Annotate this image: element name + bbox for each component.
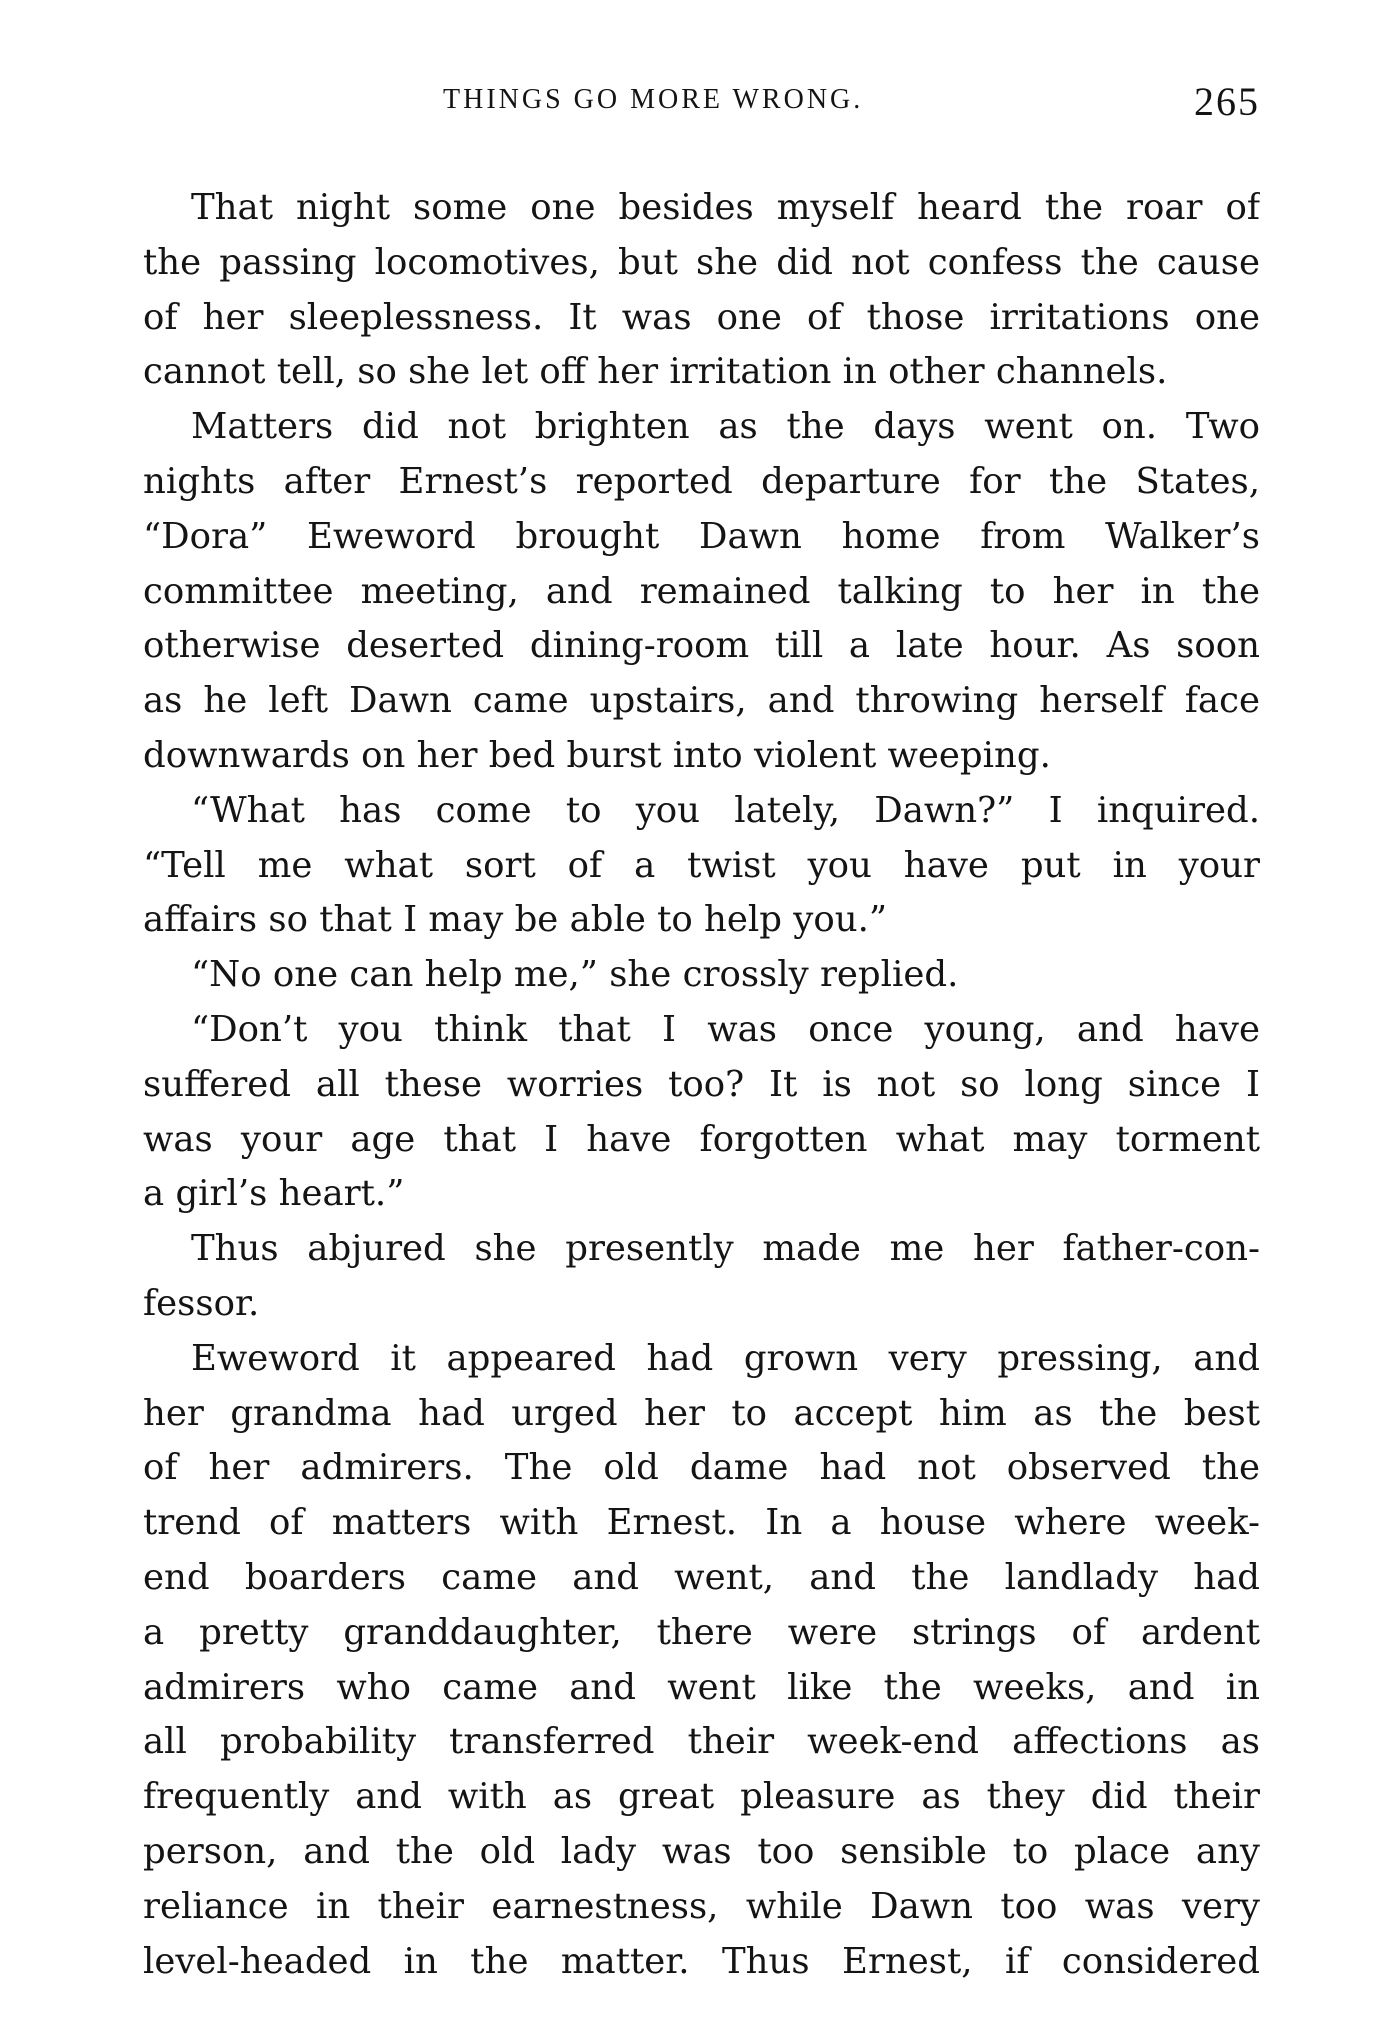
text-line: admirers who came and went like the weeks, and in bbox=[143, 1666, 1260, 1708]
text-line: “Don’t you think that I was once young, and have bbox=[191, 1008, 1260, 1050]
text-line: the passing locomotives, but she did not confess the cause bbox=[143, 241, 1260, 283]
text-line: of her sleeplessness. It was one of those irritations one bbox=[143, 296, 1260, 338]
body-text bbox=[143, 181, 1260, 1989]
text-line: level-headed in the matter. Thus Ernest, if considered bbox=[143, 1940, 1260, 1982]
text-line: affairs so that I may be able to help you.” bbox=[143, 899, 888, 941]
text-line: cannot tell, so she let off her irritation in other channels. bbox=[143, 351, 1168, 393]
text-line: end boarders came and went, and the landlady had bbox=[143, 1556, 1260, 1598]
text-line: That night some one besides myself heard the roar of bbox=[191, 187, 1260, 228]
text-line: frequently and with as great pleasure as they did their bbox=[143, 1776, 1260, 1818]
text-line: suffered all these worries too? It is not so long since I bbox=[143, 1063, 1260, 1105]
page-number: 265 bbox=[1194, 79, 1260, 124]
text-line: her grandma had urged her to accept him as the best bbox=[143, 1392, 1260, 1434]
text-line: “Tell me what sort of a twist you have put in your bbox=[143, 844, 1260, 886]
text-line: Eweword it appeared had grown very pressing, and bbox=[191, 1337, 1260, 1379]
text-line: was your age that I have forgotten what may torment bbox=[143, 1118, 1260, 1160]
text-line: “Dora” Eweword brought Dawn home from Walker’s bbox=[143, 515, 1260, 557]
text-line: as he left Dawn came upstairs, and throwing herself face bbox=[143, 680, 1260, 722]
text-line: a girl’s heart.” bbox=[143, 1173, 405, 1215]
text-line: Matters did not brighten as the days went on. Two bbox=[191, 406, 1260, 448]
text-line: trend of matters with Ernest. In a house where week- bbox=[143, 1502, 1260, 1544]
text-line: reliance in their earnestness, while Dawn too was very bbox=[143, 1885, 1260, 1927]
text-line: nights after Ernest’s reported departure for the States, bbox=[143, 460, 1260, 502]
text-line: all probability transferred their week-end affections as bbox=[143, 1721, 1260, 1763]
text-line: fessor. bbox=[143, 1282, 260, 1324]
text-line: “What has come to you lately, Dawn?” I inquired. bbox=[191, 789, 1260, 831]
text-line: of her admirers. The old dame had not observed the bbox=[143, 1447, 1260, 1489]
running-header bbox=[143, 78, 1260, 128]
text-line: otherwise deserted dining-room till a late hour. As soon bbox=[143, 625, 1260, 667]
running-title: THINGS GO MORE WRONG. bbox=[443, 84, 864, 115]
text-line: committee meeting, and remained talking to her in the bbox=[143, 570, 1260, 612]
text-line: person, and the old lady was too sensible to place any bbox=[143, 1830, 1260, 1872]
text-line: downwards on her bed burst into violent weeping. bbox=[143, 734, 1051, 776]
text-line: “No one can help me,” she crossly replied. bbox=[191, 954, 959, 996]
text-line: a pretty granddaughter, there were strings of ardent bbox=[143, 1611, 1260, 1653]
text-line: Thus abjured she presently made me her father-con- bbox=[191, 1228, 1260, 1270]
